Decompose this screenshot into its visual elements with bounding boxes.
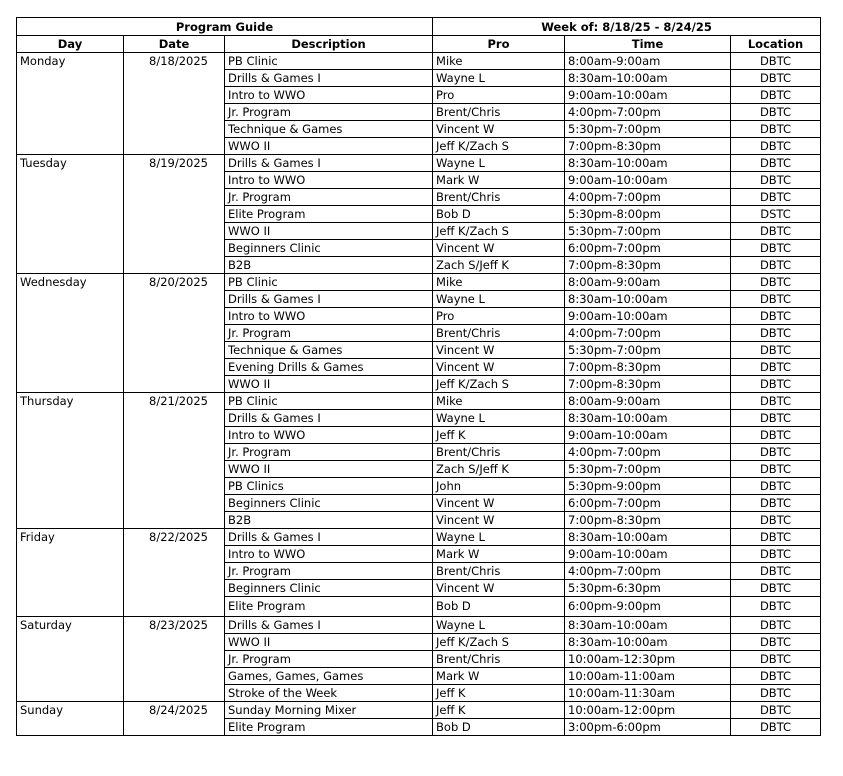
day-cell [17,138,124,155]
location-cell: DBTC [731,240,821,257]
description-cell: Elite Program [225,719,433,736]
day-cell [17,634,124,651]
description-cell: WWO II [225,138,433,155]
time-cell: 7:00pm-8:30pm [565,138,731,155]
location-cell: DBTC [731,495,821,512]
location-cell: DBTC [731,617,821,634]
program-guide-sheet [16,17,820,736]
day-cell [17,240,124,257]
location-cell: DBTC [731,53,821,70]
table-row [17,512,821,529]
description-cell: Jr. Program [225,325,433,342]
day-cell: Thursday [17,393,124,410]
table-row [17,172,821,189]
pro-cell: Wayne L [433,617,565,634]
date-cell: 8/23/2025 [124,617,225,634]
pro-cell: Brent/Chris [433,104,565,121]
date-cell [124,461,225,478]
table-row [17,206,821,223]
location-cell: DBTC [731,702,821,719]
description-cell: WWO II [225,634,433,651]
table-row [17,461,821,478]
location-cell: DBTC [731,274,821,291]
description-cell: Elite Program [225,206,433,223]
pro-cell: Brent/Chris [433,563,565,580]
pro-cell: Mark W [433,172,565,189]
time-cell: 10:00am-12:30pm [565,651,731,668]
description-cell: Elite Program [225,597,433,617]
location-cell: DBTC [731,427,821,444]
location-cell: DBTC [731,668,821,685]
date-cell [124,70,225,87]
location-cell: DSTC [731,206,821,223]
day-cell [17,257,124,274]
description-cell: Stroke of the Week [225,685,433,702]
time-cell: 8:00am-9:00am [565,274,731,291]
time-cell: 7:00pm-8:30pm [565,376,731,393]
table-row [17,291,821,308]
pro-cell: Jeff K [433,685,565,702]
table-row [17,87,821,104]
time-cell: 10:00am-11:30am [565,685,731,702]
day-cell [17,461,124,478]
time-cell: 6:00pm-9:00pm [565,597,731,617]
description-cell: Sunday Morning Mixer [225,702,433,719]
location-cell: DBTC [731,461,821,478]
pro-cell: Jeff K/Zach S [433,138,565,155]
date-cell [124,546,225,563]
time-cell: 3:00pm-6:00pm [565,719,731,736]
time-cell: 5:30pm-7:00pm [565,121,731,138]
table-row [17,634,821,651]
date-cell [124,580,225,597]
location-cell: DBTC [731,223,821,240]
pro-cell: Wayne L [433,410,565,427]
table-row [17,223,821,240]
time-cell: 8:00am-9:00am [565,53,731,70]
time-cell: 8:30am-10:00am [565,410,731,427]
column-header-row [17,36,821,53]
table-row [17,155,821,172]
location-cell: DBTC [731,580,821,597]
location-cell: DBTC [731,719,821,736]
day-cell [17,172,124,189]
table-row [17,240,821,257]
pro-cell: Zach S/Jeff K [433,257,565,274]
column-header-pro: Pro [433,36,565,53]
pro-cell: Jeff K [433,702,565,719]
pro-cell: Brent/Chris [433,444,565,461]
week-label: Week of: 8/18/25 - 8/24/25 [433,18,821,36]
column-header-description: Description [225,36,433,53]
table-row [17,427,821,444]
table-row [17,257,821,274]
day-cell [17,121,124,138]
day-cell [17,719,124,736]
date-cell [124,376,225,393]
table-row [17,138,821,155]
description-cell: Drills & Games I [225,529,433,546]
pro-cell: Vincent W [433,495,565,512]
time-cell: 9:00am-10:00am [565,427,731,444]
table-row [17,189,821,206]
date-cell: 8/20/2025 [124,274,225,291]
column-header-time: Time [565,36,731,53]
description-cell: PB Clinic [225,53,433,70]
time-cell: 7:00pm-8:30pm [565,512,731,529]
description-cell: Jr. Program [225,651,433,668]
location-cell: DBTC [731,546,821,563]
date-cell [124,563,225,580]
time-cell: 9:00am-10:00am [565,172,731,189]
pro-cell: Wayne L [433,70,565,87]
description-cell: PB Clinic [225,393,433,410]
description-cell: B2B [225,512,433,529]
column-header-date: Date [124,36,225,53]
description-cell: Intro to WWO [225,172,433,189]
location-cell: DBTC [731,104,821,121]
date-cell [124,240,225,257]
description-cell: PB Clinic [225,274,433,291]
day-cell [17,325,124,342]
time-cell: 9:00am-10:00am [565,546,731,563]
day-cell [17,104,124,121]
time-cell: 5:30pm-6:30pm [565,580,731,597]
day-cell [17,512,124,529]
pro-cell: Jeff K/Zach S [433,223,565,240]
location-cell: DBTC [731,70,821,87]
table-row [17,651,821,668]
time-cell: 8:30am-10:00am [565,617,731,634]
pro-cell: Vincent W [433,580,565,597]
description-cell: Beginners Clinic [225,580,433,597]
date-cell: 8/19/2025 [124,155,225,172]
location-cell: DBTC [731,563,821,580]
location-cell: DBTC [731,410,821,427]
pro-cell: Vincent W [433,512,565,529]
table-row [17,274,821,291]
time-cell: 4:00pm-7:00pm [565,563,731,580]
day-cell [17,87,124,104]
day-cell: Wednesday [17,274,124,291]
date-cell [124,634,225,651]
description-cell: Jr. Program [225,563,433,580]
description-cell: WWO II [225,461,433,478]
location-cell: DBTC [731,257,821,274]
schedule-body [17,53,821,736]
time-cell: 8:30am-10:00am [565,291,731,308]
page-title: Program Guide [17,18,433,36]
location-cell: DBTC [731,529,821,546]
date-cell [124,359,225,376]
date-cell [124,291,225,308]
table-row [17,325,821,342]
date-cell [124,444,225,461]
day-cell [17,651,124,668]
day-cell [17,70,124,87]
pro-cell: Wayne L [433,291,565,308]
description-cell: Beginners Clinic [225,495,433,512]
date-cell [124,685,225,702]
pro-cell: Brent/Chris [433,651,565,668]
pro-cell: Wayne L [433,155,565,172]
table-row [17,376,821,393]
description-cell: WWO II [225,376,433,393]
time-cell: 10:00am-11:00am [565,668,731,685]
table-row [17,580,821,597]
time-cell: 10:00am-12:00pm [565,702,731,719]
title-row [17,18,821,36]
description-cell: WWO II [225,223,433,240]
location-cell: DBTC [731,325,821,342]
time-cell: 8:30am-10:00am [565,155,731,172]
table-row [17,495,821,512]
location-cell: DBTC [731,189,821,206]
day-cell [17,291,124,308]
date-cell: 8/22/2025 [124,529,225,546]
time-cell: 6:00pm-7:00pm [565,495,731,512]
date-cell [124,223,225,240]
table-row [17,359,821,376]
time-cell: 5:30pm-8:00pm [565,206,731,223]
table-row [17,410,821,427]
table-row [17,104,821,121]
date-cell [124,410,225,427]
table-row [17,529,821,546]
time-cell: 5:30pm-9:00pm [565,478,731,495]
column-header-location: Location [731,36,821,53]
day-cell [17,223,124,240]
day-cell [17,685,124,702]
day-cell: Friday [17,529,124,546]
day-cell [17,308,124,325]
time-cell: 4:00pm-7:00pm [565,444,731,461]
date-cell [124,427,225,444]
location-cell: DBTC [731,393,821,410]
location-cell: DBTC [731,444,821,461]
pro-cell: Bob D [433,597,565,617]
time-cell: 9:00am-10:00am [565,87,731,104]
pro-cell: Jeff K [433,427,565,444]
time-cell: 5:30pm-7:00pm [565,223,731,240]
pro-cell: Vincent W [433,240,565,257]
time-cell: 9:00am-10:00am [565,308,731,325]
day-cell: Monday [17,53,124,70]
day-cell [17,546,124,563]
pro-cell: Mike [433,274,565,291]
date-cell [124,597,225,617]
time-cell: 8:30am-10:00am [565,70,731,87]
location-cell: DBTC [731,87,821,104]
date-cell [124,308,225,325]
pro-cell: Mike [433,393,565,410]
location-cell: DBTC [731,308,821,325]
location-cell: DBTC [731,512,821,529]
location-cell: DBTC [731,651,821,668]
table-row [17,308,821,325]
description-cell: Jr. Program [225,189,433,206]
pro-cell: Brent/Chris [433,325,565,342]
table-row [17,342,821,359]
pro-cell: Jeff K/Zach S [433,634,565,651]
date-cell [124,719,225,736]
location-cell: DBTC [731,342,821,359]
location-cell: DBTC [731,155,821,172]
pro-cell: Mark W [433,546,565,563]
pro-cell: Mike [433,53,565,70]
description-cell: Intro to WWO [225,546,433,563]
date-cell [124,257,225,274]
description-cell: Drills & Games I [225,291,433,308]
description-cell: Drills & Games I [225,70,433,87]
time-cell: 7:00pm-8:30pm [565,359,731,376]
table-row [17,546,821,563]
description-cell: Beginners Clinic [225,240,433,257]
table-row [17,478,821,495]
pro-cell: Jeff K/Zach S [433,376,565,393]
location-cell: DBTC [731,376,821,393]
description-cell: Intro to WWO [225,427,433,444]
time-cell: 6:00pm-7:00pm [565,240,731,257]
date-cell: 8/21/2025 [124,393,225,410]
time-cell: 5:30pm-7:00pm [565,342,731,359]
date-cell [124,189,225,206]
day-cell [17,597,124,617]
time-cell: 4:00pm-7:00pm [565,325,731,342]
date-cell [124,206,225,223]
day-cell [17,342,124,359]
day-cell [17,668,124,685]
date-cell [124,104,225,121]
day-cell: Sunday [17,702,124,719]
pro-cell: John [433,478,565,495]
time-cell: 7:00pm-8:30pm [565,257,731,274]
day-cell [17,427,124,444]
time-cell: 4:00pm-7:00pm [565,189,731,206]
date-cell [124,138,225,155]
day-cell: Saturday [17,617,124,634]
description-cell: Games, Games, Games [225,668,433,685]
pro-cell: Vincent W [433,359,565,376]
description-cell: Jr. Program [225,104,433,121]
description-cell: Intro to WWO [225,87,433,104]
location-cell: DBTC [731,172,821,189]
date-cell [124,172,225,189]
time-cell: 4:00pm-7:00pm [565,104,731,121]
description-cell: Drills & Games I [225,410,433,427]
day-cell [17,189,124,206]
day-cell [17,206,124,223]
table-row [17,719,821,736]
pro-cell: Brent/Chris [433,189,565,206]
pro-cell: Bob D [433,719,565,736]
column-header-day: Day [17,36,124,53]
day-cell [17,580,124,597]
location-cell: DBTC [731,685,821,702]
location-cell: DBTC [731,138,821,155]
location-cell: DBTC [731,359,821,376]
table-row [17,685,821,702]
location-cell: DBTC [731,597,821,617]
location-cell: DBTC [731,121,821,138]
description-cell: Drills & Games I [225,155,433,172]
pro-cell: Vincent W [433,121,565,138]
description-cell: PB Clinics [225,478,433,495]
time-cell: 8:00am-9:00am [565,393,731,410]
location-cell: DBTC [731,291,821,308]
description-cell: Evening Drills & Games [225,359,433,376]
table-row [17,617,821,634]
date-cell [124,478,225,495]
date-cell [124,87,225,104]
date-cell [124,651,225,668]
time-cell: 8:30am-10:00am [565,634,731,651]
table-row [17,668,821,685]
schedule-table [16,17,821,736]
table-row [17,393,821,410]
date-cell [124,121,225,138]
pro-cell: Wayne L [433,529,565,546]
day-cell [17,444,124,461]
table-row [17,444,821,461]
table-row [17,563,821,580]
date-cell [124,668,225,685]
date-cell: 8/18/2025 [124,53,225,70]
date-cell [124,495,225,512]
pro-cell: Vincent W [433,342,565,359]
day-cell [17,376,124,393]
date-cell: 8/24/2025 [124,702,225,719]
time-cell: 5:30pm-7:00pm [565,461,731,478]
day-cell [17,495,124,512]
pro-cell: Mark W [433,668,565,685]
description-cell: Jr. Program [225,444,433,461]
time-cell: 8:30am-10:00am [565,529,731,546]
date-cell [124,512,225,529]
day-cell [17,563,124,580]
description-cell: Technique & Games [225,121,433,138]
day-cell [17,359,124,376]
pro-cell: Pro [433,87,565,104]
date-cell [124,342,225,359]
description-cell: Intro to WWO [225,308,433,325]
table-row [17,53,821,70]
pro-cell: Bob D [433,206,565,223]
table-row [17,121,821,138]
location-cell: DBTC [731,634,821,651]
table-row [17,70,821,87]
description-cell: Technique & Games [225,342,433,359]
pro-cell: Zach S/Jeff K [433,461,565,478]
day-cell [17,478,124,495]
day-cell [17,410,124,427]
description-cell: Drills & Games I [225,617,433,634]
description-cell: B2B [225,257,433,274]
date-cell [124,325,225,342]
pro-cell: Pro [433,308,565,325]
location-cell: DBTC [731,478,821,495]
table-row [17,597,821,617]
day-cell: Tuesday [17,155,124,172]
table-row [17,702,821,719]
